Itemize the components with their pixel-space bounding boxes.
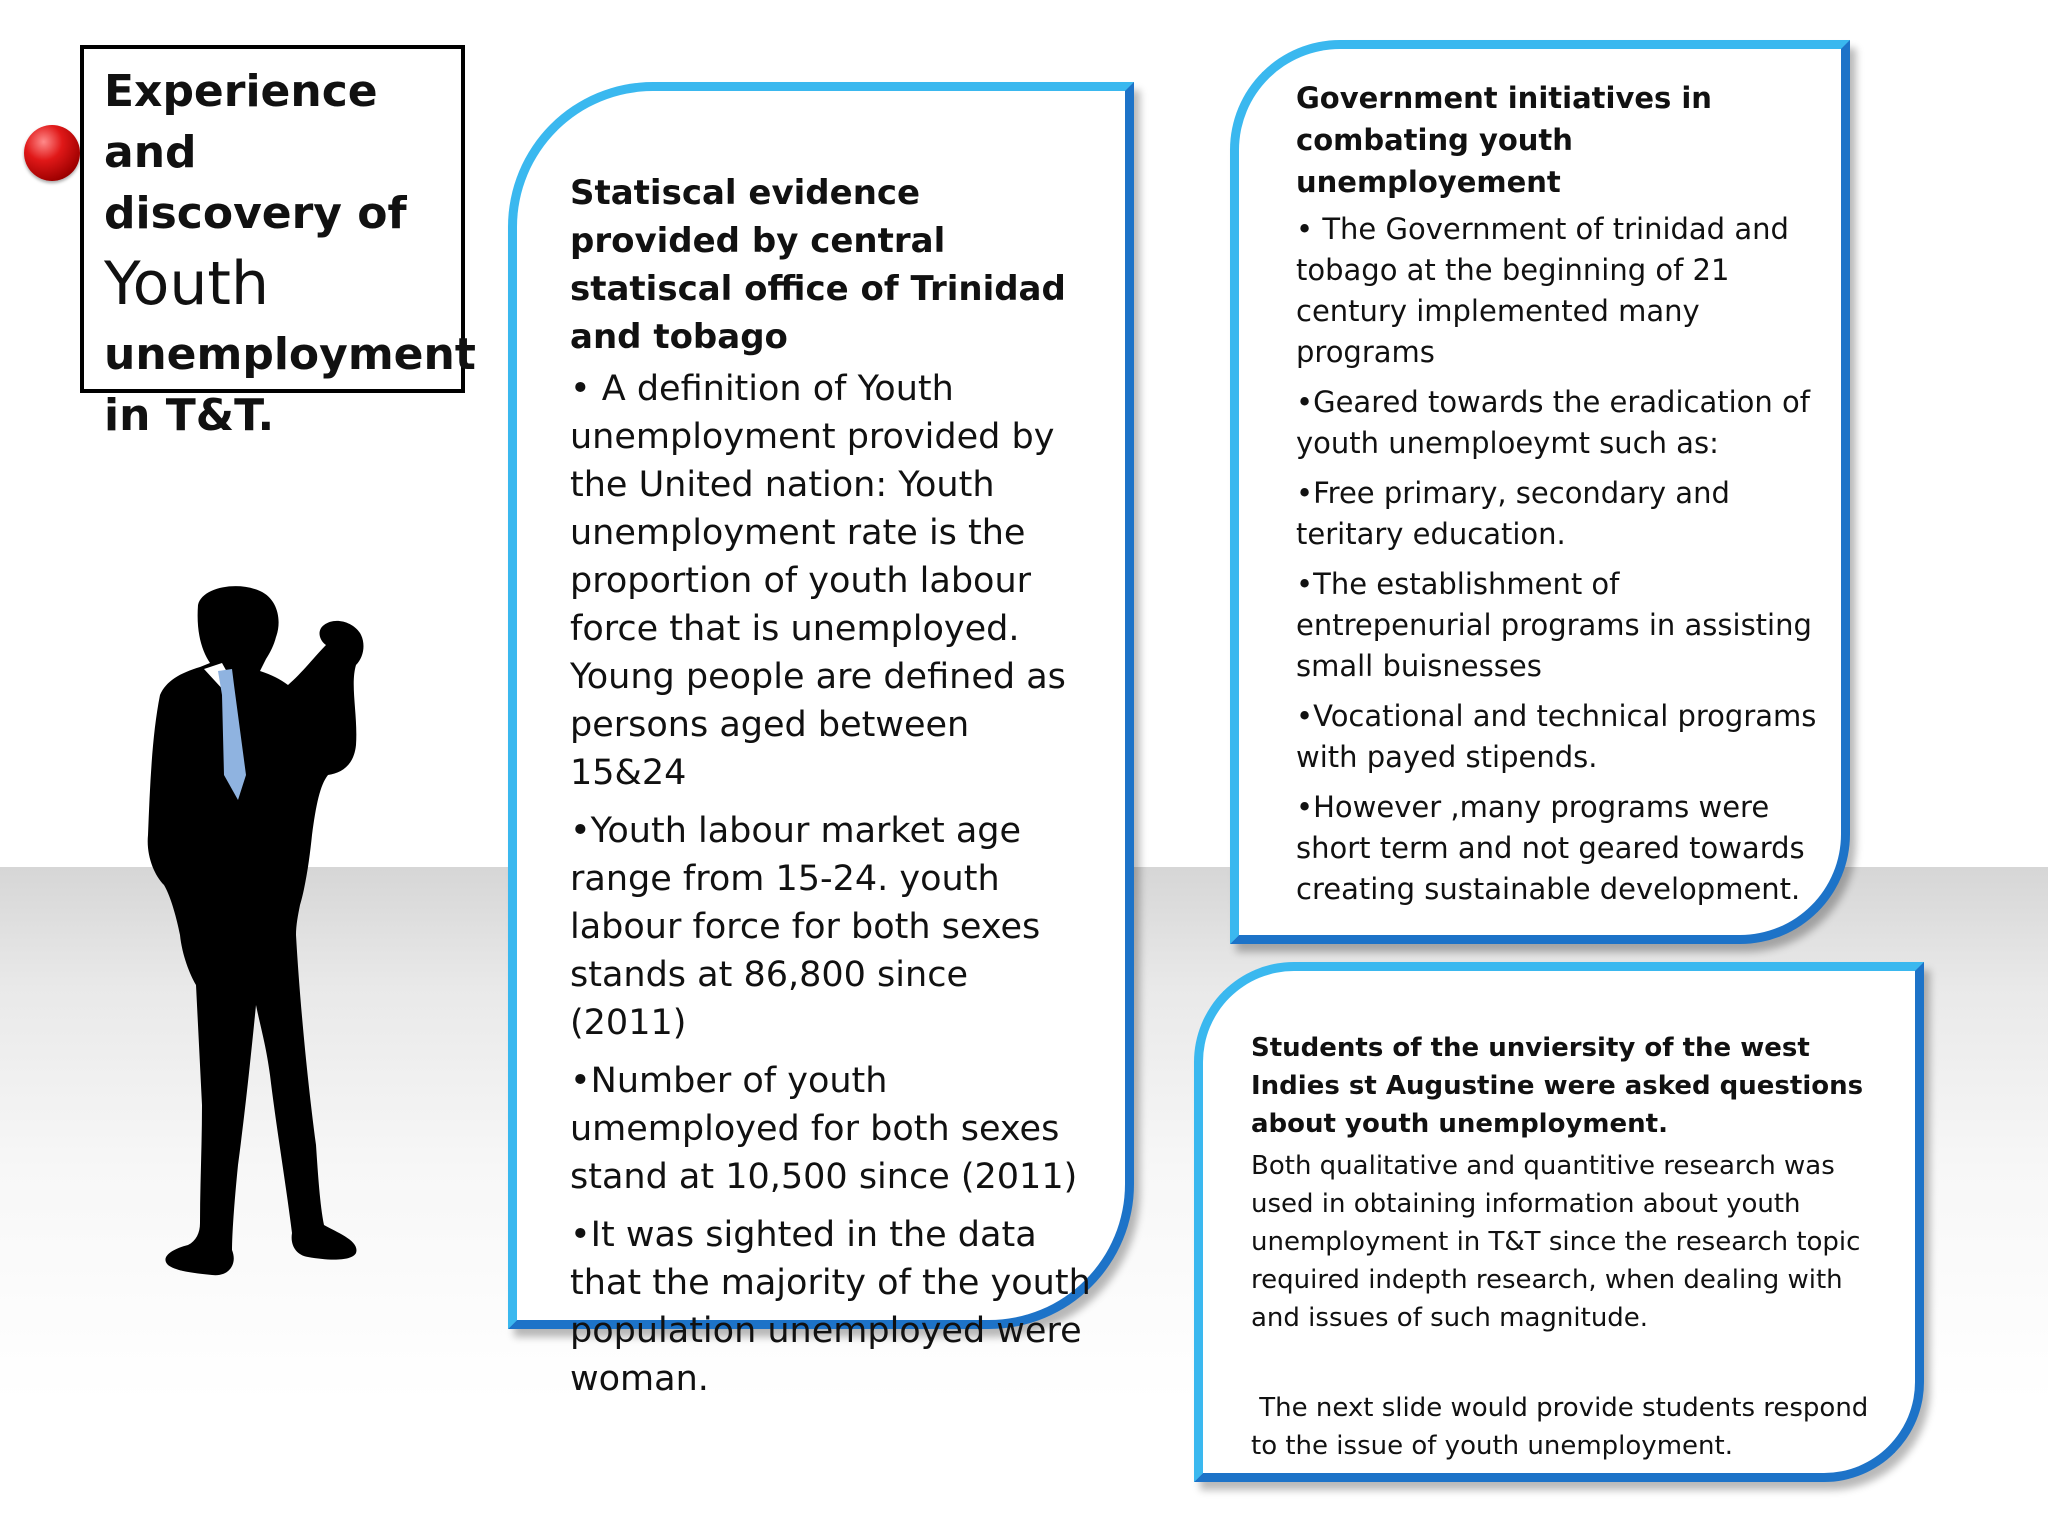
government-heading: Government initiatives in combating youth unemployement [1296,81,1712,199]
students-closing: The next slide would provide students respond to the issue of youth unemployment. [1251,1393,1877,1461]
government-point: •Free primary, secondary and teritary education. [1296,476,1730,551]
statistics-point: • A definition of Youth unemployment provided by the United nation: Youth unemployment rate is the proportion of youth labour force that is unemployed. Young people are defined as persons aged between 15&24 [570,369,1066,793]
students-heading: Students of the unviersity of the west Indies st Augustine were asked questions about youth unemployment. [1251,1033,1864,1139]
government-point: •The establishment of entrepenurial programs in assisting small buisnesses [1296,567,1812,683]
title-line-4: unemployment [104,329,476,380]
students-body: Both qualitative and quantitive research was used in obtaining information about youth unemployment in T&T since the research topic required indepth research, when dealing with and issues of such magnitude. [1251,1151,1861,1333]
title-box [80,45,476,441]
title-line-3: Youth [104,249,269,319]
statistics-point: •Youth labour market age range from 15-24. youth labour force for both sexes stands at 86,800 since (2011) [570,811,1041,1043]
statistics-point: •It was sighted in the data that the majority of the youth population unemployed were woman. [570,1215,1091,1399]
government-point: •However ,many programs were short term and not geared towards creating sustainable development. [1296,790,1805,906]
red-ball-bullet [24,125,80,181]
government-point: • The Government of trinidad and tobago at the beginning of 21 century implemented many programs [1296,212,1789,369]
statistics-heading: Statiscal evidence provided by central statiscal office of Trinidad and tobago [570,173,1066,357]
title-line-1: Experience and [104,66,378,178]
students-research-card [1194,962,1924,1482]
government-point: •Vocational and technical programs with payed stipends. [1296,699,1817,774]
statistics-point: •Number of youth umemployed for both sexes stand at 10,500 since (2011) [570,1061,1078,1197]
government-point: •Geared towards the eradication of youth unemploeymt such as: [1296,385,1810,460]
businessman-silhouette-icon [120,585,375,1285]
government-initiatives-card [1230,40,1850,944]
statistics-card [508,82,1134,1399]
title-line-5: in T&T. [104,390,275,441]
title-line-2: discovery of [104,188,407,239]
